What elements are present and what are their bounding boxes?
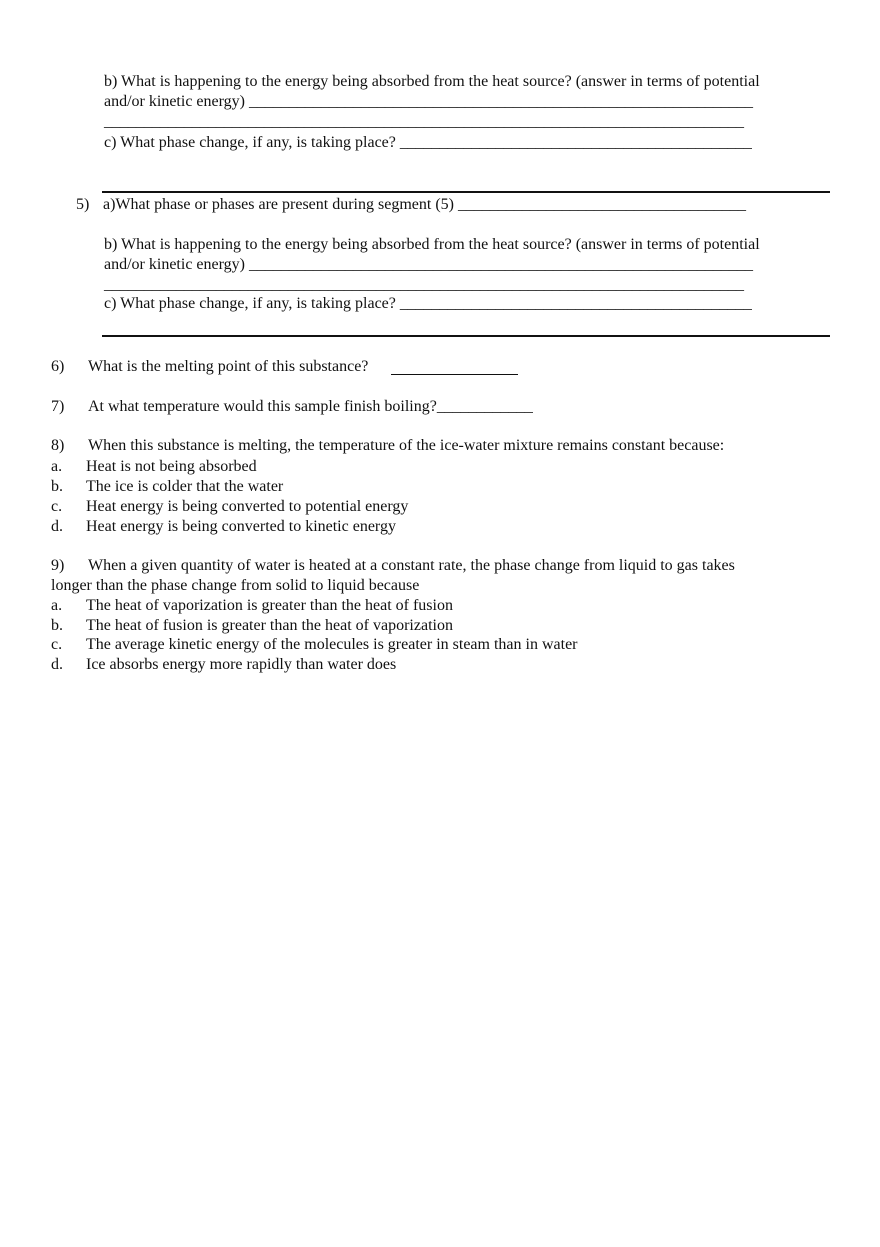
q9-option-a: The heat of vaporization is greater than the heat of fusion xyxy=(86,597,453,614)
q9-option-letter: d. xyxy=(51,656,63,673)
q9-option-letter: a. xyxy=(51,597,63,614)
q4-b-line1: b) What is happening to the energy being absorbed from the heat source? (answer in terms of potential xyxy=(104,73,760,90)
q7-text: At what temperature would this sample finish boiling?____________ xyxy=(88,398,533,415)
q6-number: 6) xyxy=(51,358,65,375)
q8-option-a: Heat is not being absorbed xyxy=(86,458,257,475)
q4-b-line2: and/or kinetic energy) _______________________________________________________________ xyxy=(104,93,753,110)
q7-number: 7) xyxy=(51,398,65,415)
q9-option-letter: b. xyxy=(51,617,63,634)
divider-rule xyxy=(102,335,830,337)
q8-option-letter: a. xyxy=(51,458,63,475)
q5-b-line2: and/or kinetic energy) _______________________________________________________________ xyxy=(104,256,753,273)
q5-a: a)What phase or phases are present during segment (5) ____________________________________ xyxy=(103,196,746,213)
q9-option-letter: c. xyxy=(51,636,63,653)
q5-b-line1: b) What is happening to the energy being absorbed from the heat source? (answer in terms of potential xyxy=(104,236,760,253)
q9-option-b: The heat of fusion is greater than the heat of vaporization xyxy=(86,617,453,634)
q8-option-d: Heat energy is being converted to kinetic energy xyxy=(86,518,396,535)
q5-b-line3: ________________________________________________________________________________ xyxy=(104,276,744,293)
q8-number: 8) xyxy=(51,437,65,454)
q9-text-line1: When a given quantity of water is heated at a constant rate, the phase change from liquid to gas takes xyxy=(88,557,735,574)
q8-option-letter: b. xyxy=(51,478,63,495)
q8-text: When this substance is melting, the temperature of the ice-water mixture remains constant because: xyxy=(88,437,725,454)
divider-rule xyxy=(102,191,830,193)
q8-option-letter: c. xyxy=(51,498,63,515)
q8-option-b: The ice is colder that the water xyxy=(86,478,284,495)
q4-b-line3: ________________________________________________________________________________ xyxy=(104,113,744,130)
q9-option-c: The average kinetic energy of the molecules is greater in steam than in water xyxy=(86,636,578,653)
q5-c: c) What phase change, if any, is taking place? ____________________________________________ xyxy=(104,295,752,312)
q6-text: What is the melting point of this substance? xyxy=(88,358,369,375)
q9-option-d: Ice absorbs energy more rapidly than water does xyxy=(86,656,397,673)
q9-number: 9) xyxy=(51,557,65,574)
q8-option-letter: d. xyxy=(51,518,63,535)
q6-answer-blank[interactable] xyxy=(391,374,518,375)
q5-number: 5) xyxy=(76,196,90,213)
q8-option-c: Heat energy is being converted to potential energy xyxy=(86,498,409,515)
q9-text-line2: longer than the phase change from solid to liquid because xyxy=(51,577,420,594)
q4-c: c) What phase change, if any, is taking place? ____________________________________________ xyxy=(104,134,752,151)
